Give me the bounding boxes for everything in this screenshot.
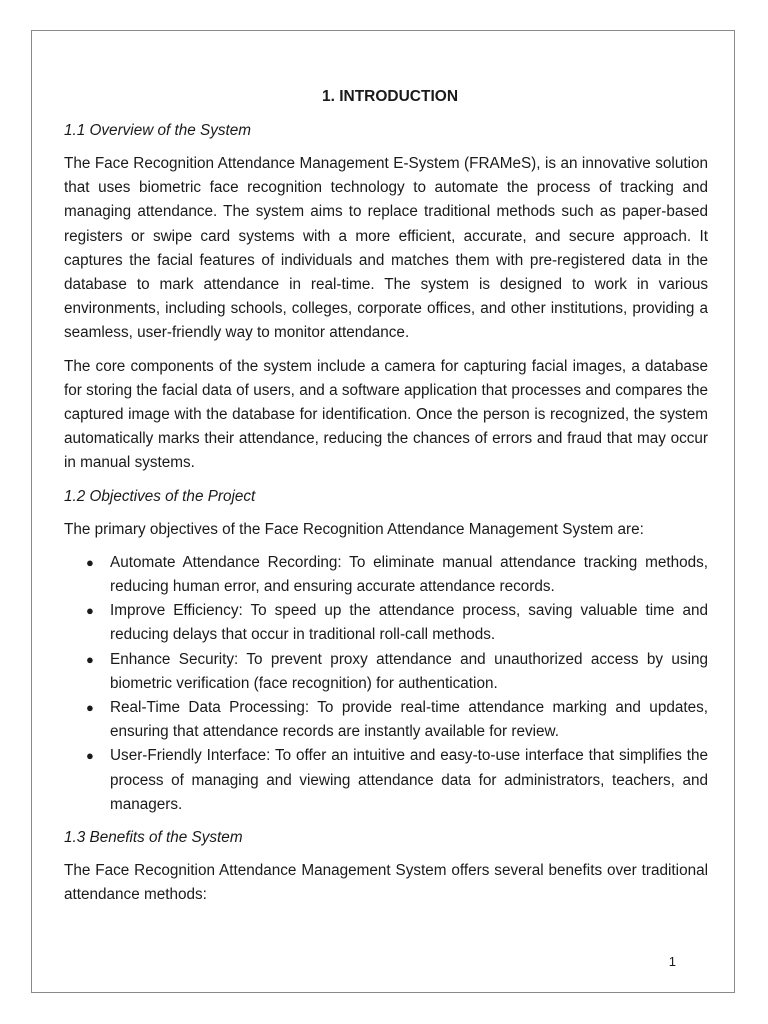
overview-paragraph-1: The Face Recognition Attendance Management E-System (FRAMeS), is an innovative solution that uses biometric face recognition technology to automate the process of tracking and managing attendance. The system aims to replace traditional methods such as paper-based registers or swipe card systems with a more efficient, accurate, and secure approach. It captures the facial features of individuals and matches them with pre-registered data in the database to mark attendance in real-time. The system is designed to work in various environments, including schools, colleges, corporate offices, and other institutions, providing a seamless, user-friendly way to monitor attendance. [64, 155, 708, 342]
page-content [64, 85, 708, 916]
objective-text: Automate Attendance Recording: To eliminate manual attendance tracking methods, reducing human error, and ensuring accurate attendance records. [110, 553, 708, 596]
list-item [64, 551, 708, 599]
objective-text: User-Friendly Interface: To offer an intuitive and easy-to-use interface that simplifies the process of managing and viewing attendance data for administrators, teachers, and managers. [110, 747, 708, 813]
list-item [64, 696, 708, 744]
bullet-icon: ● [86, 554, 94, 570]
page-number: 1 [668, 954, 676, 969]
page-title: 1. INTRODUCTION [321, 88, 459, 105]
overview-paragraph-2: The core components of the system include a camera for capturing facial images, a database for storing the facial data of users, and a software application that processes and compares the captured image with the database for identification. Once the person is recognized, the system automatically marks their attendance, reducing the chances of errors and fraud that may occur in manual systems. [64, 357, 708, 472]
list-item [64, 744, 708, 817]
section-heading-benefits: 1.3 Benefits of the System [64, 829, 243, 847]
objective-text: Enhance Security: To prevent proxy attendance and unauthorized access by using biometric verification (face recognition) for authentication. [110, 650, 708, 692]
objectives-list [64, 551, 708, 817]
bullet-icon: ● [86, 748, 94, 764]
list-item [64, 648, 708, 696]
list-item [64, 599, 708, 647]
document-page [31, 30, 735, 993]
bullet-icon: ● [86, 603, 94, 619]
objective-text: Improve Efficiency: To speed up the attendance process, saving valuable time and reducing delays that occur in traditional roll-call methods. [110, 602, 708, 644]
section-heading-objectives: 1.2 Objectives of the Project [64, 487, 256, 505]
section-heading-overview: 1.1 Overview of the System [64, 122, 252, 139]
objective-text: Real-Time Data Processing: To provide real-time attendance marking and updates, ensuring that attendance records are instantly available for review. [110, 699, 708, 741]
objectives-intro: The primary objectives of the Face Recognition Attendance Management System are: [64, 520, 644, 538]
benefits-paragraph: The Face Recognition Attendance Management System offers several benefits over traditional attendance methods: [64, 862, 708, 904]
bullet-icon: ● [86, 651, 94, 667]
bullet-icon: ● [86, 700, 94, 716]
